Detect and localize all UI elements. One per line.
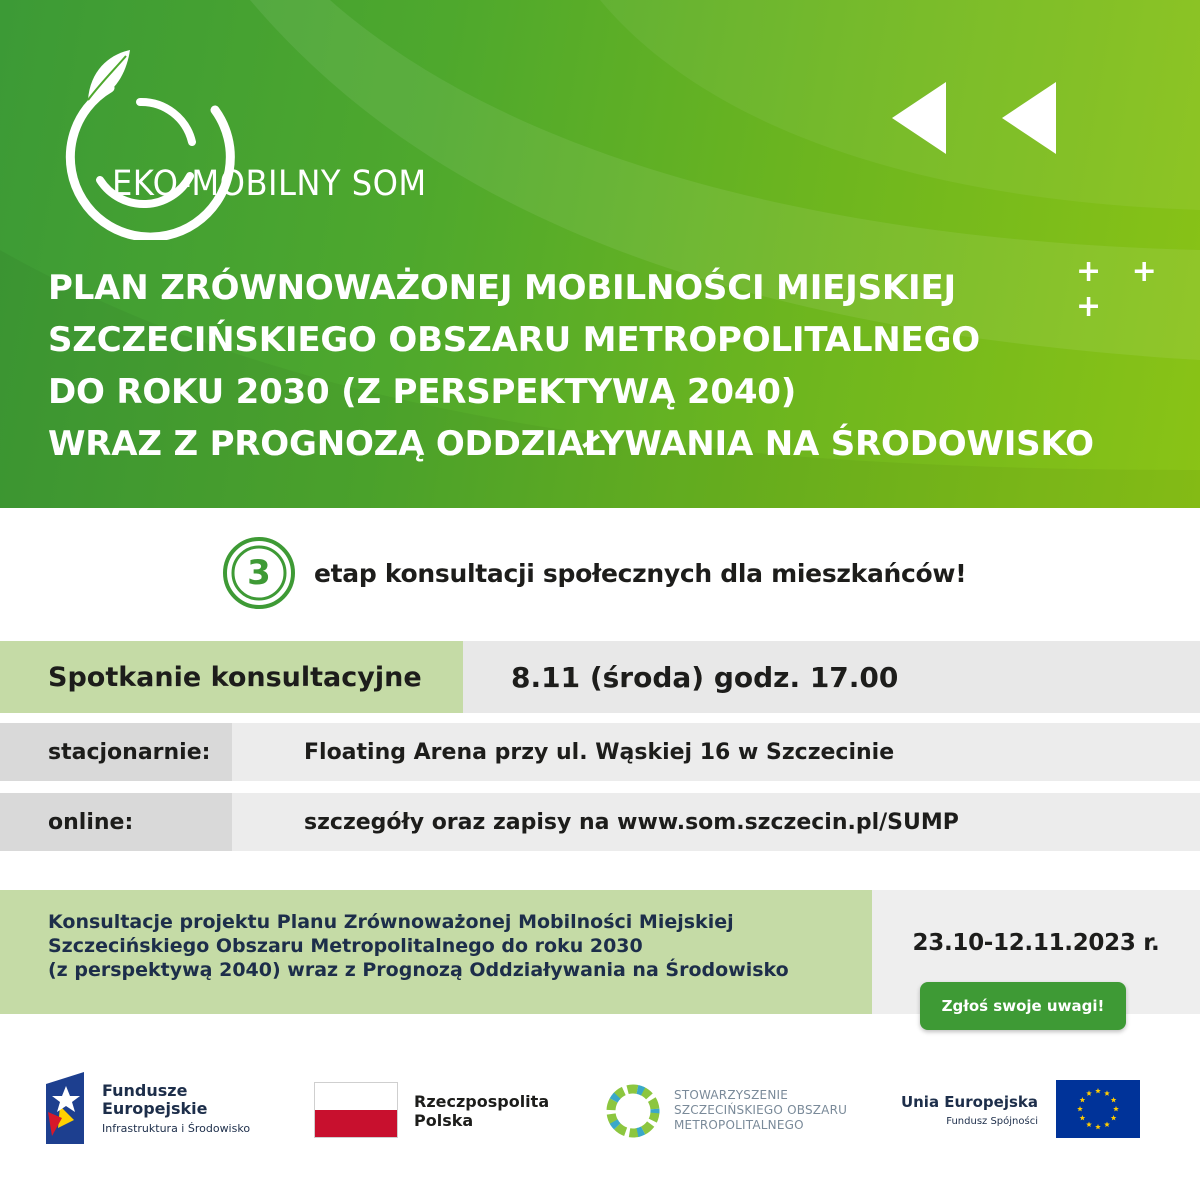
eu-line1: Unia Europejska: [900, 1093, 1038, 1111]
eu-line2: Fundusz Spójności: [946, 1116, 1038, 1127]
som-line3: METROPOLITALNEGO: [674, 1118, 804, 1132]
stage-number: 3: [247, 553, 271, 593]
hero-banner: [0, 0, 1200, 508]
in-person-location: Floating Arena przy ul. Wąskiej 16 w Szczecinie: [232, 723, 1200, 781]
fe-line2: Europejskie: [102, 1099, 208, 1118]
fundusze-europejskie-text: [102, 1082, 250, 1140]
pl-line2: Polska: [414, 1111, 474, 1130]
footer-logos: [0, 1060, 1200, 1160]
eu-text: [886, 1092, 1038, 1132]
online-row: [0, 793, 1200, 851]
consultation-dates: 23.10-12.11.2023 r.: [912, 930, 1160, 956]
title-line: PLAN ZRÓWNOWAŻONEJ MOBILNOŚCI MIEJSKIEJ: [48, 268, 956, 308]
fundusze-europejskie-icon: [44, 1070, 88, 1146]
meeting-datetime: 8.11 (środa) godz. 17.00: [463, 641, 1200, 713]
som-association-text: [674, 1088, 847, 1133]
pl-line1: Rzeczpospolita: [414, 1092, 550, 1111]
online-details-link[interactable]: szczegóły oraz zapisy na www.som.szczecin.pl/SUMP: [232, 793, 1200, 851]
page-title: [48, 262, 1168, 470]
rzeczpospolita-polska-text: [414, 1092, 549, 1130]
title-line: DO ROKU 2030 (Z PERSPEKTYWĄ 2040): [48, 372, 797, 412]
title-line: SZCZECIŃSKIEGO OBSZARU METROPOLITALNEGO: [48, 320, 980, 360]
meeting-label: Spotkanie konsultacyjne: [0, 641, 463, 713]
eu-flag-icon: [1056, 1080, 1140, 1138]
som-line2: SZCZECIŃSKIEGO OBSZARU: [674, 1103, 848, 1117]
consultation-description: [0, 890, 872, 1014]
fe-line3: Infrastruktura i Środowisko: [102, 1122, 251, 1135]
leaf-circle-logo-icon: [40, 40, 240, 240]
title-line: WRAZ Z PROGNOZĄ ODDZIAŁYWANIA NA ŚRODOWISKO: [48, 424, 1094, 464]
submit-comments-button[interactable]: Zgłoś swoje uwagi!: [920, 982, 1126, 1030]
som-association-icon: [604, 1082, 662, 1140]
stage-number-badge: [222, 536, 296, 610]
fe-line1: Fundusze: [102, 1081, 188, 1100]
plus-decoration: + + +: [1076, 254, 1167, 324]
rewind-icon: [888, 80, 1068, 156]
online-label: online:: [0, 793, 232, 851]
som-line1: STOWARZYSZENIE: [674, 1088, 789, 1102]
consultation-line: Szczecińskiego Obszaru Metropolitalnego do roku 2030: [48, 935, 643, 957]
polish-flag-icon: [314, 1082, 398, 1138]
stage-heading: [222, 535, 966, 611]
in-person-label: stacjonarnie:: [0, 723, 232, 781]
logo-text: EKO-MOBILNY SOM: [112, 164, 427, 204]
meeting-row: [0, 641, 1200, 713]
eko-mobilny-logo: [40, 40, 460, 240]
stage-text: etap konsultacji społecznych dla mieszkańców!: [314, 558, 967, 588]
in-person-row: [0, 723, 1200, 781]
consultation-line: Konsultacje projektu Planu Zrównoważonej Mobilności Miejskiej: [48, 911, 734, 933]
consultation-line: (z perspektywą 2040) wraz z Prognozą Oddziaływania na Środowisko: [48, 959, 789, 981]
